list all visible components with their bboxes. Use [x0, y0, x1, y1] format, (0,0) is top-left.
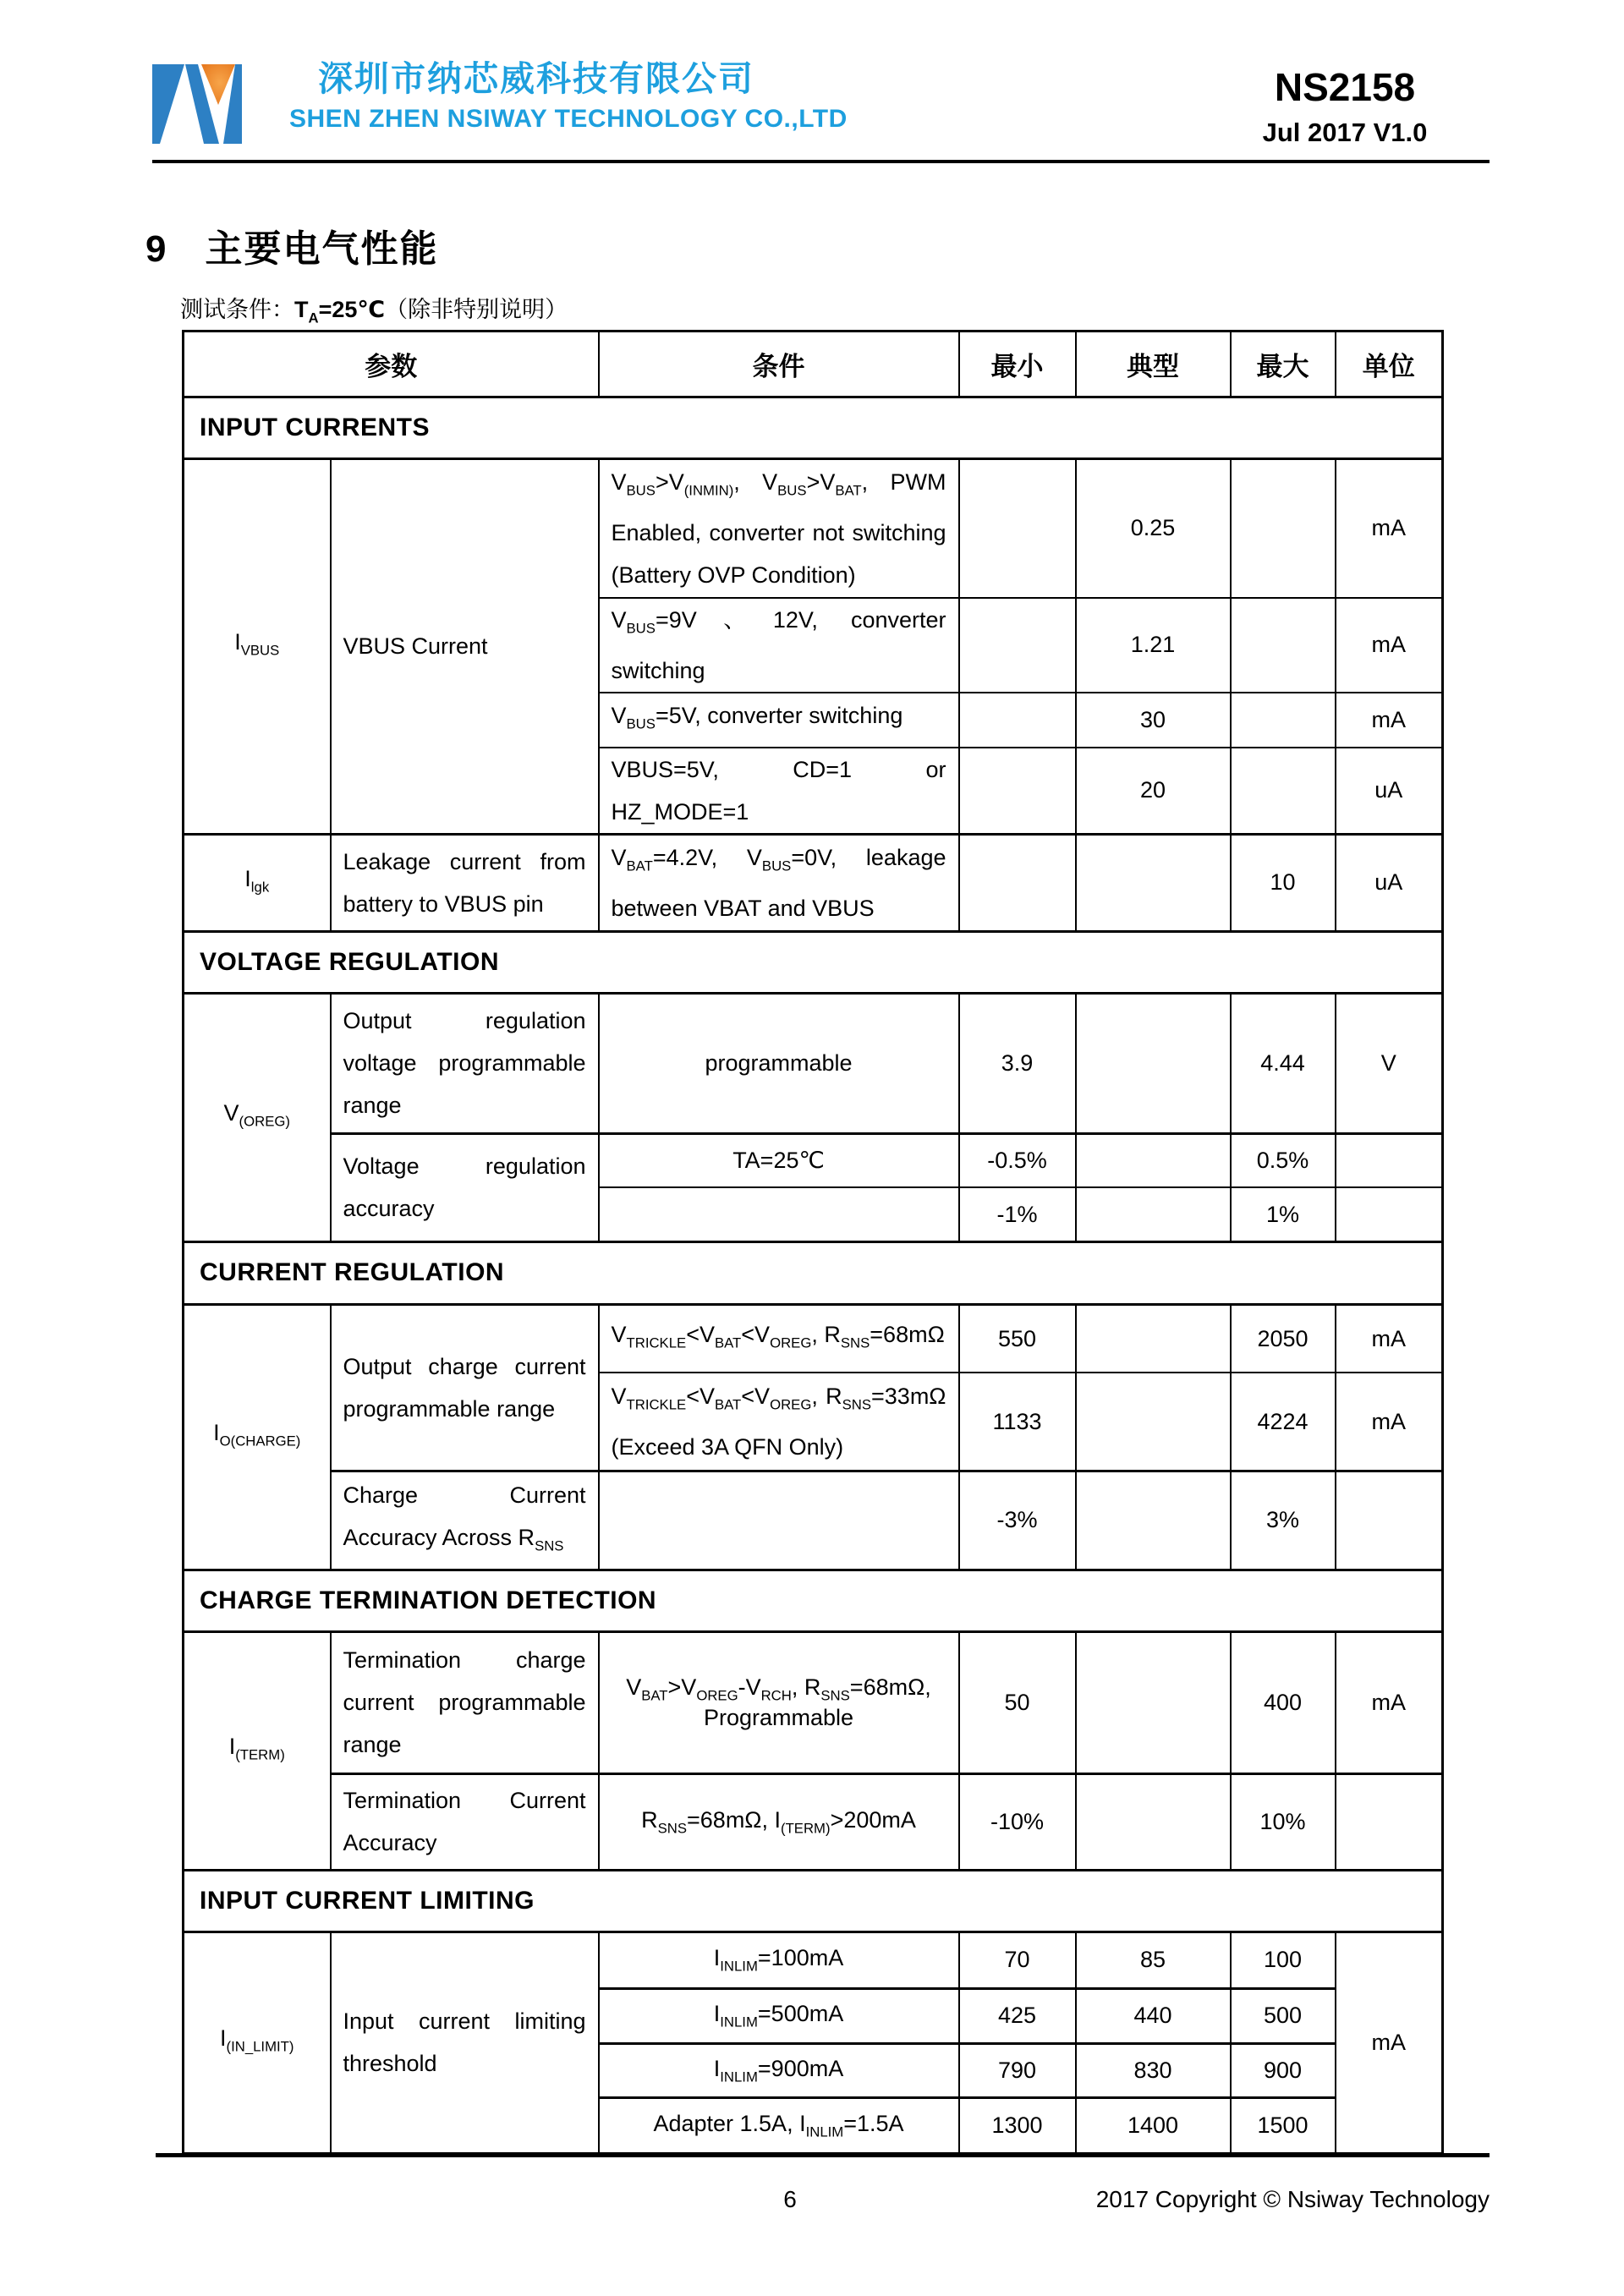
typ-value: [1076, 1373, 1231, 1471]
condition-cell: $V_{BUS}=5V$, converter switching: [599, 693, 959, 748]
unit-cell: uA: [1336, 834, 1443, 931]
company-name-cn: 深圳市纳芯威科技有限公司: [318, 59, 754, 98]
unit-cell: mA: [1336, 1304, 1443, 1373]
max-value: 10%: [1231, 1773, 1336, 1870]
typ-value: [1076, 1471, 1231, 1570]
col-header-typ: 典型: [1076, 332, 1231, 397]
param-symbol-voreg: $V_{(OREG)}$: [184, 993, 331, 1241]
param-symbol-ivbus: $I_{VBUS}$: [184, 459, 331, 835]
condition-cell: $V_{BUS}=9V$、12V, converter switching: [599, 598, 959, 693]
col-header-unit: 单位: [1336, 332, 1443, 397]
condition-cell: $V_{TRICKLE}<V_{BAT}<V_{OREG}$, $R_{SNS}=68m\Omega$: [599, 1304, 959, 1373]
condition-cell: programmable: [599, 993, 959, 1133]
unit-cell: mA: [1336, 459, 1443, 598]
table-row-iocharge-1: [184, 1304, 1443, 1373]
typ-value: 0.25: [1076, 459, 1231, 598]
min-value: 3.9: [959, 993, 1076, 1133]
test-conditions-prefix: 测试条件：: [180, 297, 294, 322]
max-value: 3%: [1231, 1471, 1336, 1570]
min-value: [959, 693, 1076, 748]
min-value: 425: [959, 1988, 1076, 2043]
condition-cell: $V_{TRICKLE}<V_{BAT}<V_{OREG}$, $R_{SNS}=33m\Omega$ (Exceed 3A QFN Only): [599, 1373, 959, 1471]
max-value: [1231, 459, 1336, 598]
unit-cell: mA: [1336, 598, 1443, 693]
param-desc-ilgk: Leakage current from battery to VBUS pin: [331, 834, 599, 931]
min-value: -10%: [959, 1773, 1076, 1870]
min-value: [959, 598, 1076, 693]
doc-meta: [1218, 66, 1472, 150]
page-number: 6: [783, 2186, 797, 2212]
unit-cell: mA: [1336, 1932, 1443, 2153]
typ-value: [1076, 1773, 1231, 1870]
unit-cell: [1336, 1471, 1443, 1570]
unit-cell: uA: [1336, 748, 1443, 835]
param-symbol-iocharge: $I_{O(CHARGE)}$: [184, 1304, 331, 1570]
section-row-charge-termination: [184, 1570, 1443, 1631]
typ-value: 1400: [1076, 2097, 1231, 2153]
condition-cell: $V_{BAT}>V_{OREG}-V_{RCH}$, $R_{SNS}=68m\Omega$, Programmable: [599, 1631, 959, 1773]
table-row-ilgk: [184, 834, 1443, 931]
unit-cell: [1336, 1133, 1443, 1187]
min-value: 790: [959, 2043, 1076, 2097]
min-value: -0.5%: [959, 1133, 1076, 1187]
footer-divider: [156, 2153, 1490, 2157]
max-value: 400: [1231, 1631, 1336, 1773]
table-row-ivbus-1: [184, 459, 1443, 598]
company-name-en: SHEN ZHEN NSIWAY TECHNOLOGY CO.,LTD: [289, 105, 848, 133]
max-value: 900: [1231, 2043, 1336, 2097]
max-value: [1231, 748, 1336, 835]
max-value: [1231, 693, 1336, 748]
table-row-iocharge-accuracy: [184, 1471, 1443, 1570]
typ-value: 85: [1076, 1932, 1231, 1988]
min-value: [959, 459, 1076, 598]
param-desc-ivbus: VBUS Current: [331, 459, 599, 835]
condition-cell: $V_{BUS}>V_{(INMIN)}$, $V_{BUS}>V_{BAT}$, PWM Enabled, converter not switching (Battery OVP Condition): [599, 459, 959, 598]
max-value: 0.5%: [1231, 1133, 1336, 1187]
condition-cell: [599, 1187, 959, 1241]
section-title: INPUT CURRENTS: [184, 397, 1443, 459]
unit-cell: [1336, 1773, 1443, 1870]
section-row-input-current-limiting: [184, 1870, 1443, 1932]
param-desc-voreg-range: Output regulation voltage programmable range: [331, 993, 599, 1133]
max-value: 1%: [1231, 1187, 1336, 1241]
typ-value: [1076, 1631, 1231, 1773]
header-divider: [152, 160, 1490, 163]
condition-cell: Adapter 1.5A, $I_{INLIM}=1.5A$: [599, 2097, 959, 2153]
max-value: 500: [1231, 1988, 1336, 2043]
typ-value: 30: [1076, 693, 1231, 748]
typ-value: 440: [1076, 1988, 1231, 2043]
col-header-condition: 条件: [599, 332, 959, 397]
col-header-param: 参数: [184, 332, 599, 397]
max-value: 10: [1231, 834, 1336, 931]
param-symbol-ilgk: $I_{lgk}$: [184, 834, 331, 931]
param-desc-voreg-accuracy: Voltage regulation accuracy: [331, 1133, 599, 1241]
table-row-iterm-accuracy: [184, 1773, 1443, 1870]
section-title: INPUT CURRENT LIMITING: [184, 1870, 1443, 1932]
param-symbol-iterm: $I_{(TERM)}$: [184, 1631, 331, 1870]
section-row-input-currents: [184, 397, 1443, 459]
test-conditions-suffix: （除非特别说明）: [385, 297, 568, 322]
min-value: 50: [959, 1631, 1076, 1773]
param-desc-iocharge-range: Output charge current programmable range: [331, 1304, 599, 1471]
max-value: 4224: [1231, 1373, 1336, 1471]
unit-cell: mA: [1336, 1373, 1443, 1471]
typ-value: [1076, 1133, 1231, 1187]
col-header-max: 最大: [1231, 332, 1336, 397]
condition-cell: $I_{INLIM}=100mA$: [599, 1932, 959, 1988]
min-value: -3%: [959, 1471, 1076, 1570]
section-row-current-regulation: [184, 1241, 1443, 1304]
condition-cell: $I_{INLIM}=500mA$: [599, 1988, 959, 2043]
section-title: CURRENT REGULATION: [184, 1241, 1443, 1304]
unit-cell: mA: [1336, 693, 1443, 748]
section-title: VOLTAGE REGULATION: [184, 931, 1443, 993]
param-desc-iterm-accuracy: Termination Current Accuracy: [331, 1773, 599, 1870]
table-row-iinlimit-1: [184, 1932, 1443, 1988]
min-value: [959, 748, 1076, 835]
condition-cell: VBUS=5V, CD=1 or HZ_MODE=1: [599, 748, 959, 835]
electrical-characteristics-table: [182, 330, 1444, 2155]
typ-value: [1076, 1304, 1231, 1373]
max-value: 4.44: [1231, 993, 1336, 1133]
param-desc-iinlimit: Input current limiting threshold: [331, 1932, 599, 2153]
condition-cell: $R_{SNS}=68m\Omega$, $I_{(TERM)}>200mA$: [599, 1773, 959, 1870]
nsiway-logo-icon: [152, 64, 242, 144]
condition-cell: $I_{INLIM}=900mA$: [599, 2043, 959, 2097]
condition-cell: [599, 1471, 959, 1570]
min-value: 1300: [959, 2097, 1076, 2153]
param-symbol-iinlimit: $I_{(IN\_LIMIT)}$: [184, 1932, 331, 2153]
max-value: 100: [1231, 1932, 1336, 1988]
max-value: 2050: [1231, 1304, 1336, 1373]
part-number: NS2158: [1274, 65, 1416, 109]
condition-cell: $V_{BAT}=4.2V$, $V_{BUS}=0V$, leakage between VBAT and VBUS: [599, 834, 959, 931]
table-row-voreg-accuracy-1: [184, 1133, 1443, 1187]
copyright-notice: 2017 Copyright © Nsiway Technology: [1095, 2186, 1490, 2212]
test-conditions: [180, 291, 568, 326]
typ-value: 1.21: [1076, 598, 1231, 693]
unit-cell: mA: [1336, 1631, 1443, 1773]
min-value: -1%: [959, 1187, 1076, 1241]
min-value: [959, 834, 1076, 931]
typ-value: 20: [1076, 748, 1231, 835]
section-title: CHARGE TERMINATION DETECTION: [184, 1570, 1443, 1631]
min-value: 1133: [959, 1373, 1076, 1471]
table-row-iterm-range: [184, 1631, 1443, 1773]
section-row-voltage-regulation: [184, 931, 1443, 993]
typ-value: [1076, 993, 1231, 1133]
condition-cell: TA=25℃: [599, 1133, 959, 1187]
param-desc-iocharge-accuracy: Charge Current Accuracy Across $R_{SNS}$: [331, 1471, 599, 1570]
section-title-text: 主要电气性能: [205, 228, 439, 270]
typ-value: [1076, 1187, 1231, 1241]
test-conditions-value: $T_A=25℃$: [294, 297, 386, 326]
param-desc-iterm-range: Termination charge current programmable range: [331, 1631, 599, 1773]
page-title: [145, 218, 438, 272]
revision-date: Jul 2017 V1.0: [1262, 117, 1428, 147]
col-header-min: 最小: [959, 332, 1076, 397]
unit-cell: [1336, 1187, 1443, 1241]
min-value: 550: [959, 1304, 1076, 1373]
max-value: [1231, 598, 1336, 693]
table-header-row: [184, 332, 1443, 397]
max-value: 1500: [1231, 2097, 1336, 2153]
min-value: 70: [959, 1932, 1076, 1988]
section-number: 9: [145, 228, 167, 270]
unit-cell: V: [1336, 993, 1443, 1133]
typ-value: [1076, 834, 1231, 931]
typ-value: 830: [1076, 2043, 1231, 2097]
table-row-voreg-range: [184, 993, 1443, 1133]
